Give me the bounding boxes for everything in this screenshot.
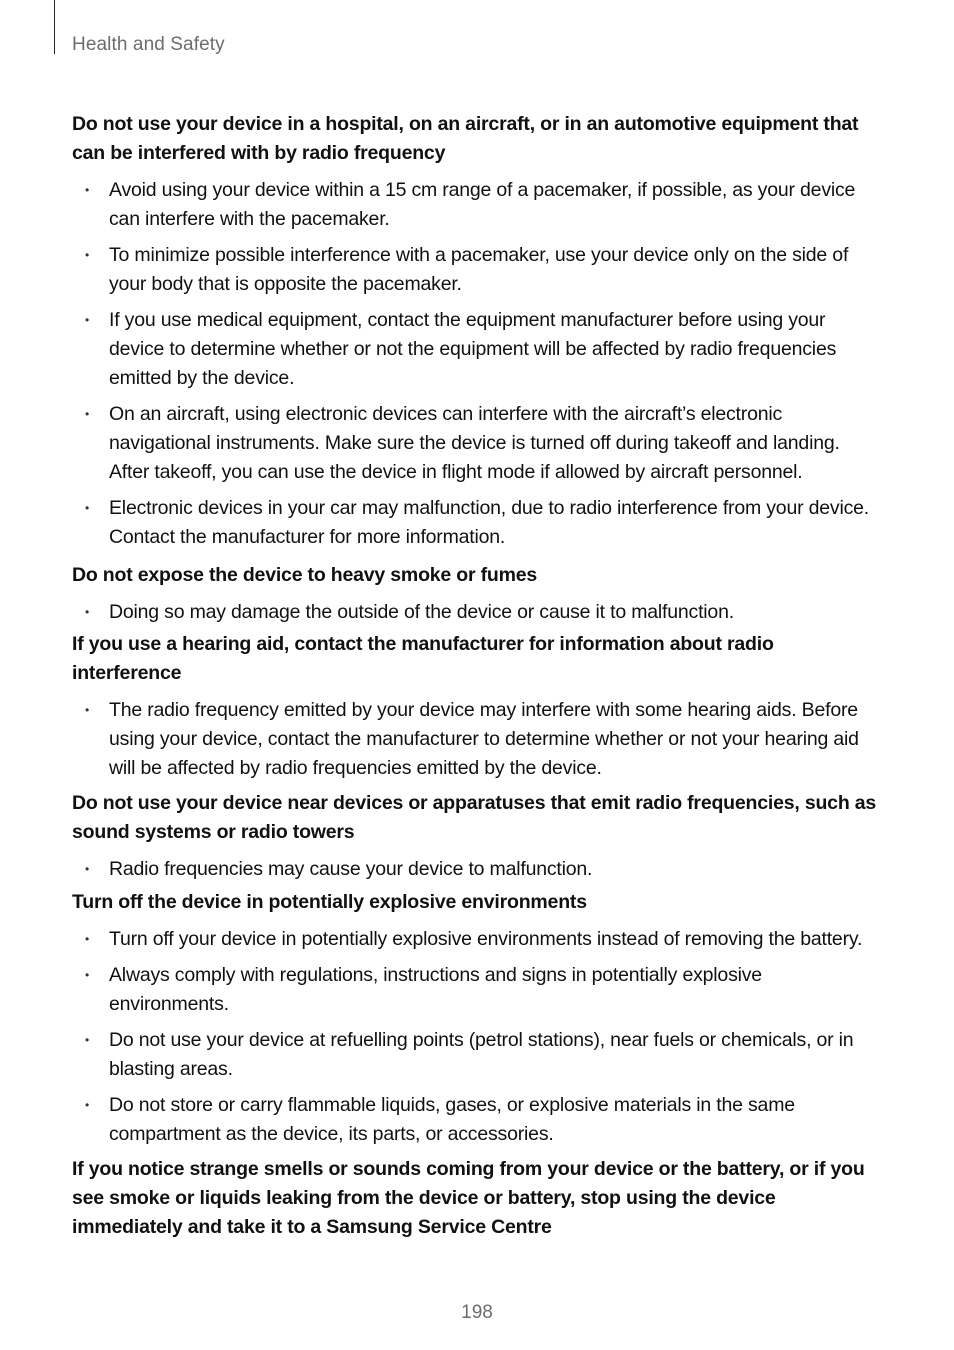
bullet-list	[72, 176, 884, 552]
bullet-text: To minimize possible interference with a pacemaker, use your device only on the side of your body that is opposite the pacemaker.	[109, 244, 849, 295]
bullet-text: Do not use your device at refuelling points (petrol stations), near fuels or chemicals, or in blasting areas.	[109, 1029, 854, 1080]
bullet-icon: •	[85, 313, 90, 327]
safety-section	[72, 561, 884, 627]
bullet-item	[72, 925, 884, 954]
running-header: Health and Safety	[72, 34, 225, 55]
bullet-text: If you use medical equipment, contact the equipment manufacturer before using your device to determine whether or not the equipment will be affected by radio frequencies emitted by the device.	[109, 309, 837, 389]
bullet-text: Radio frequencies may cause your device to malfunction.	[109, 858, 593, 880]
bullet-icon: •	[85, 183, 90, 197]
bullet-list	[72, 925, 884, 1149]
bullet-text: Always comply with regulations, instructions and signs in potentially explosive environments.	[109, 964, 762, 1015]
safety-section	[72, 888, 884, 1149]
bullet-item	[72, 1026, 884, 1084]
page-edge-rule	[54, 0, 55, 54]
bullet-item	[72, 176, 884, 234]
page-number: 198	[461, 1302, 493, 1323]
bullet-item	[72, 494, 884, 552]
safety-section	[72, 630, 884, 783]
section-heading: If you notice strange smells or sounds coming from your device or the battery, or if you see smoke or liquids leaking from the device or battery, stop using the device immediately and take it to a Samsung Service Centre	[72, 1158, 865, 1238]
bullet-item	[72, 855, 884, 884]
bullet-list	[72, 598, 884, 627]
bullet-text: Do not store or carry flammable liquids, gases, or explosive materials in the same compartment as the device, its parts, or accessories.	[109, 1094, 795, 1145]
bullet-text: On an aircraft, using electronic devices can interfere with the aircraft’s electronic navigational instruments. Make sure the device is turned off during takeoff and landing. After takeoff, you can use the device in flight mode if allowed by aircraft personnel.	[109, 403, 840, 483]
bullet-item	[72, 961, 884, 1019]
bullet-icon: •	[85, 703, 90, 717]
bullet-icon: •	[85, 501, 90, 515]
bullet-item	[72, 1091, 884, 1149]
bullet-item	[72, 241, 884, 299]
bullet-text: Avoid using your device within a 15 cm range of a pacemaker, if possible, as your device can interfere with the pacemaker.	[109, 179, 856, 230]
bullet-text: Turn off your device in potentially explosive environments instead of removing the battery.	[109, 928, 863, 950]
section-heading: Do not use your device in a hospital, on an aircraft, or in an automotive equipment that can be interfered with by radio frequency	[72, 113, 859, 164]
bullet-item	[72, 696, 884, 783]
document-body	[72, 110, 884, 1242]
section-heading: Do not use your device near devices or apparatuses that emit radio frequencies, such as sound systems or radio towers	[72, 792, 877, 843]
bullet-item	[72, 306, 884, 393]
safety-section	[72, 1155, 884, 1242]
bullet-icon: •	[85, 1098, 90, 1112]
bullet-text: The radio frequency emitted by your device may interfere with some hearing aids. Before using your device, contact the manufacturer to determine whether or not your hearing aid will be affected by radio frequencies emitted by the device.	[109, 699, 859, 779]
bullet-item	[72, 400, 884, 487]
bullet-icon: •	[85, 968, 90, 982]
bullet-icon: •	[85, 1033, 90, 1047]
safety-section	[72, 110, 884, 552]
section-heading: Turn off the device in potentially explosive environments	[72, 891, 587, 913]
bullet-list	[72, 855, 884, 884]
bullet-text: Doing so may damage the outside of the device or cause it to malfunction.	[109, 601, 734, 623]
bullet-icon: •	[85, 407, 90, 421]
bullet-icon: •	[85, 932, 90, 946]
bullet-text: Electronic devices in your car may malfunction, due to radio interference from your device. Contact the manufacturer for more information.	[109, 497, 869, 548]
bullet-icon: •	[85, 862, 90, 876]
bullet-item	[72, 598, 884, 627]
bullet-icon: •	[85, 248, 90, 262]
section-heading: Do not expose the device to heavy smoke or fumes	[72, 564, 538, 586]
bullet-list	[72, 696, 884, 783]
bullet-icon: •	[85, 605, 90, 619]
safety-section	[72, 789, 884, 884]
section-heading: If you use a hearing aid, contact the manufacturer for information about radio interference	[72, 633, 774, 684]
